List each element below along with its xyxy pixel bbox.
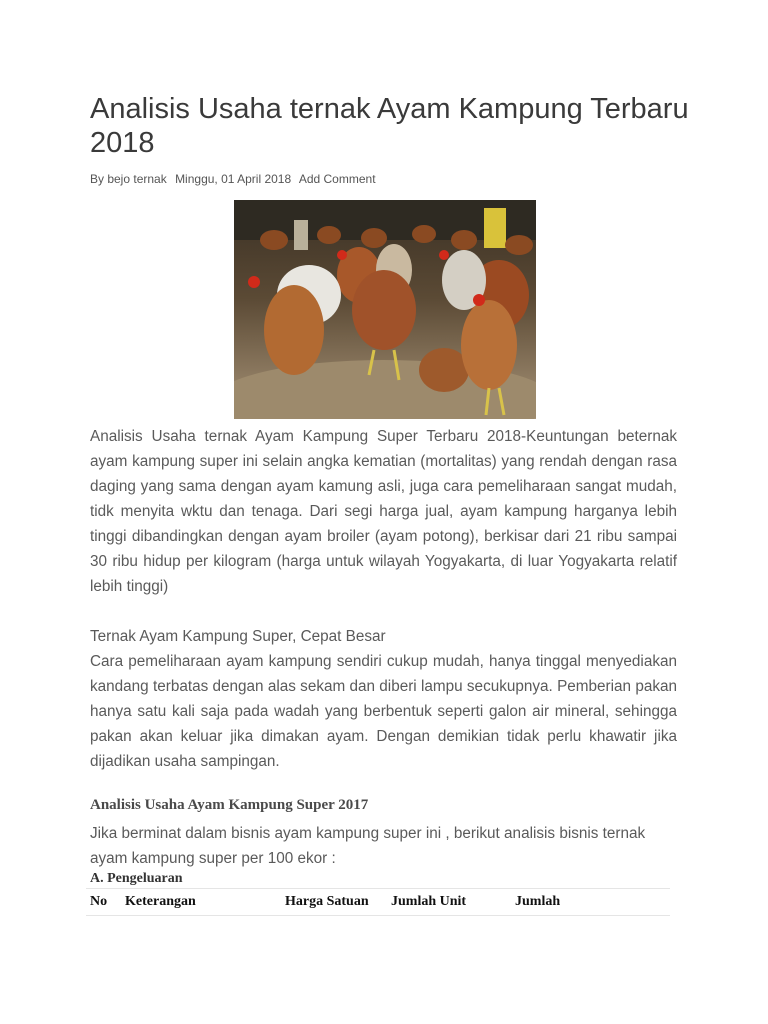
care-paragraph: Cara pemeliharaan ayam kampung sendiri cukup mudah, hanya tinggal menyediakan kandang terbatas dengan alas sekam dan diberi lampu secukupnya. Pemberian pakan hanya satu kali saja pada wadah yang berbentuk seperti galon air mineral, sehingga pakan akan keluar jika dimakan ayam. Dengan demikian tidak perlu khawatir jika dijadikan usaha sampingan. xyxy=(90,653,677,770)
col-header-harga-satuan: Harga Satuan xyxy=(281,889,387,916)
author-link[interactable]: By bejo ternak xyxy=(90,172,167,186)
chicken-photo xyxy=(234,200,536,419)
col-header-keterangan: Keterangan xyxy=(121,889,281,916)
analysis-heading: Analisis Usaha Ayam Kampung Super 2017 xyxy=(90,797,369,813)
col-header-jumlah-unit: Jumlah Unit xyxy=(387,889,511,916)
section-pengeluaran: A. Pengeluaran xyxy=(90,871,183,886)
col-header-no: No xyxy=(86,889,121,916)
article-title: Analisis Usaha ternak Ayam Kampung Terbaru 2018 xyxy=(90,93,689,159)
table-header-row xyxy=(86,889,670,916)
col-header-jumlah: Jumlah xyxy=(511,889,670,916)
post-date: Minggu, 01 April 2018 xyxy=(175,172,292,186)
intro-paragraph: Analisis Usaha ternak Ayam Kampung Super Terbaru 2018-Keuntungan beternak ayam kampung super ini selain angka kematian (mortalitas) yang rendah dengan rasa daging yang sama dengan ayam kamung asli, juga cara pemeliharaan sangat mudah, tidk menyita wktu dan tenaga. Dari segi harga jual, ayam kampung harganya lebih tinggi dibandingkan dengan ayam broiler (ayam potong), berkisar dari 21 ribu sampai 30 ribu hidup per kilogram (harga untuk wilayah Yogyakarta, di luar Yogyakarta relatif lebih tinggi) xyxy=(90,428,677,595)
subheading-cepat-besar: Ternak Ayam Kampung Super, Cepat Besar xyxy=(90,628,386,645)
analysis-intro-paragraph: Jika berminat dalam bisnis ayam kampung super ini , berikut analisis bisnis ternak ayam kampung super per 100 ekor : xyxy=(90,825,646,867)
expense-table xyxy=(86,888,670,916)
post-meta xyxy=(90,172,381,186)
add-comment-link[interactable]: Add Comment xyxy=(298,172,376,186)
